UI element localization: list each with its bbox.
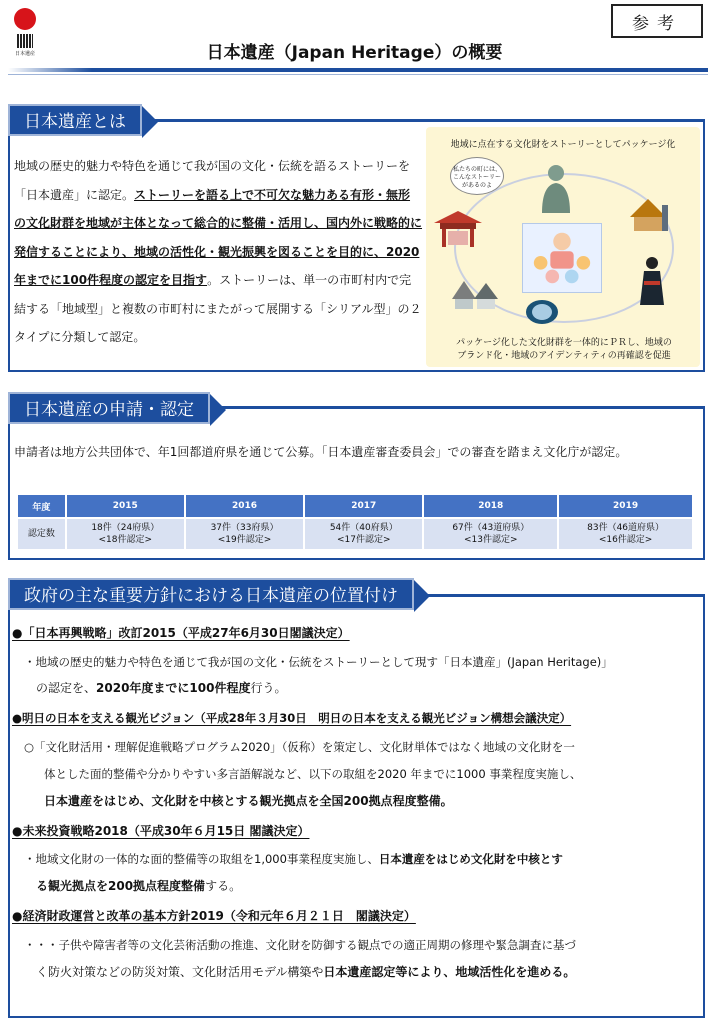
policy-4-line2 — [36, 960, 575, 985]
para-intro: 地域の歴史的魅力や特色を通じて我が国の文化・伝統を語るストーリーを「日本遺産」に認定。 — [14, 159, 411, 202]
logo-text: 日本遺産 — [14, 51, 35, 57]
count-text: 83件（46道府県） — [587, 523, 665, 533]
people-icon — [523, 224, 601, 292]
reference-label: 参考 — [611, 4, 703, 38]
shrine-icon — [432, 207, 484, 249]
sub-text: <13件認定> — [464, 535, 518, 545]
bold-span: 2020年度までに100件程度 — [96, 681, 251, 695]
sub-text: <16件認定> — [598, 535, 653, 545]
para-types: 。ストーリーは、単一の市町村内で完結する「地域型」と複数の市町村にまたがって展開する「シリアル型」の２タイプに分類して認定。 — [14, 273, 422, 344]
table-row-label: 認定数 — [18, 519, 65, 549]
sub-text: <19件認定> — [217, 535, 272, 545]
text-span: 行う。 — [250, 681, 287, 695]
table-cell — [186, 519, 303, 549]
speech-bubble: 私たちの町には、こんなストーリーがあるのよ — [450, 157, 504, 195]
text-span: する。 — [205, 879, 242, 893]
para-bold-goal: ストーリーを語る上で不可欠な魅力ある有形・無形の文化財群を地域が主体となって総合的に整備・活用し、国内外に戦略的に発信することにより、地域の活性化・観光振興を図ることを目的に、2020年までに100件程度の認定を目指す — [14, 187, 423, 287]
sub-text: <18件認定> — [98, 535, 153, 545]
red-sun-icon — [14, 8, 36, 30]
policy-1-line1: ・地域の歴史的魅力や特色を通じて我が国の文化・伝統をストーリーとして現す「日本遺産」(Japan Heritage)」 — [24, 655, 613, 669]
table-year-cell: 2017 — [305, 495, 422, 517]
heritage-illustration — [426, 127, 700, 367]
policy-heading-2: ●明日の日本を支える観光ビジョン（平成28年３月30日 明日の日本を支える観光ビジョン構想会議決定） — [12, 711, 572, 725]
gassho-houses-icon — [450, 277, 500, 311]
text-span: く防火対策などの防災対策、文化財活用モデル構築や — [36, 965, 324, 979]
policy-2-line3: 日本遺産をはじめ、文化財を中核とする観光拠点を全国200拠点程度整備。 — [44, 794, 453, 808]
policy-2-line1: ○「文化財活用・理解促進戦略プログラム2020」（仮称）を策定し、文化財単体ではなく地域の文化財を一 — [24, 740, 575, 754]
section-tab-application: 日本遺産の申請・認定 — [8, 392, 210, 424]
policy-heading-3: ●未来投資戦略2018（平成30年６月15日 閣議決定） — [12, 824, 310, 838]
table-year-cell: 2018 — [424, 495, 557, 517]
illustration-caption-top: 地域に点在する文化財をストーリーとしてパッケージ化 — [450, 140, 676, 150]
taiko-drum-icon — [522, 297, 562, 327]
policy-3-line1 — [24, 847, 563, 872]
table-row — [18, 519, 692, 549]
bold-span: る観光拠点を200拠点程度整備 — [36, 879, 206, 893]
policy-4-line1: ・・・子供や障害者等の文化芸術活動の推進、文化財を防御する観点での適正周期の修理や緊急調査に基づ — [24, 938, 576, 952]
table-cell — [67, 519, 184, 549]
table-year-cell: 2019 — [559, 495, 692, 517]
policy-1-line2 — [36, 676, 286, 701]
table-year-cell: 2016 — [186, 495, 303, 517]
table-cell — [424, 519, 557, 549]
thatched-hut-icon — [626, 197, 670, 233]
count-text: 54件（40府県） — [329, 523, 398, 533]
sub-text: <17件認定> — [336, 535, 391, 545]
policy-2-line2: 体とした面的整備や分かりやすい多言語解説など、以下の取組を2020 年までに1000 事業程度実施し、 — [44, 767, 582, 781]
illustration-caption-bottom — [434, 337, 694, 363]
bold-span: 日本遺産認定等により、地域活性化を進める。 — [323, 965, 576, 979]
table-cell — [305, 519, 422, 549]
section1-paragraph — [14, 152, 422, 352]
buddha-statue-icon — [538, 161, 574, 215]
caption-bottom-line2: ブランド化・地域のアイデンティティの再確認を促進 — [457, 351, 671, 361]
count-text: 18件（24府県） — [91, 523, 160, 533]
policy-3-line2 — [36, 874, 241, 899]
caption-bottom-line1: パッケージ化した文化財群を一体的にＰＲし、地域の — [456, 338, 672, 348]
text-span: の認定を、 — [36, 681, 97, 695]
storytelling-group-image — [522, 223, 602, 293]
count-text: 37件（33府県） — [210, 523, 279, 533]
kimono-dancer-icon — [638, 255, 666, 307]
table-header-row — [18, 495, 692, 517]
policy-heading-4: ●経済財政運営と改革の基本方針2019（令和元年６月２１日 閣議決定） — [12, 909, 416, 923]
application-text: 申請者は地方公共団体で、年1回都道府県を通じて公募。「日本遺産審査委員会」での審査を踏まえ文化庁が認定。 — [14, 445, 628, 459]
count-text: 67件（43道府県） — [452, 523, 530, 533]
policy-heading-1: ●「日本再興戦略」改訂2015（平成27年6月30日閣議決定） — [12, 626, 350, 640]
table-cell — [559, 519, 692, 549]
section-tab-what-is: 日本遺産とは — [8, 104, 142, 136]
table-header-year: 年度 — [18, 495, 65, 517]
title-rule-thin — [8, 74, 708, 75]
title-rule — [8, 68, 708, 72]
bold-span: 日本遺産をはじめ文化財を中核とす — [378, 852, 563, 866]
page-title: 日本遺産（Japan Heritage）の概要 — [206, 43, 503, 63]
text-span: ・地域文化財の一体的な面的整備等の取組を1,000事業程度実施し、 — [24, 852, 379, 866]
table-year-cell: 2015 — [67, 495, 184, 517]
section-tab-policy: 政府の主な重要方針における日本遺産の位置付け — [8, 578, 414, 610]
certification-table — [16, 493, 694, 551]
